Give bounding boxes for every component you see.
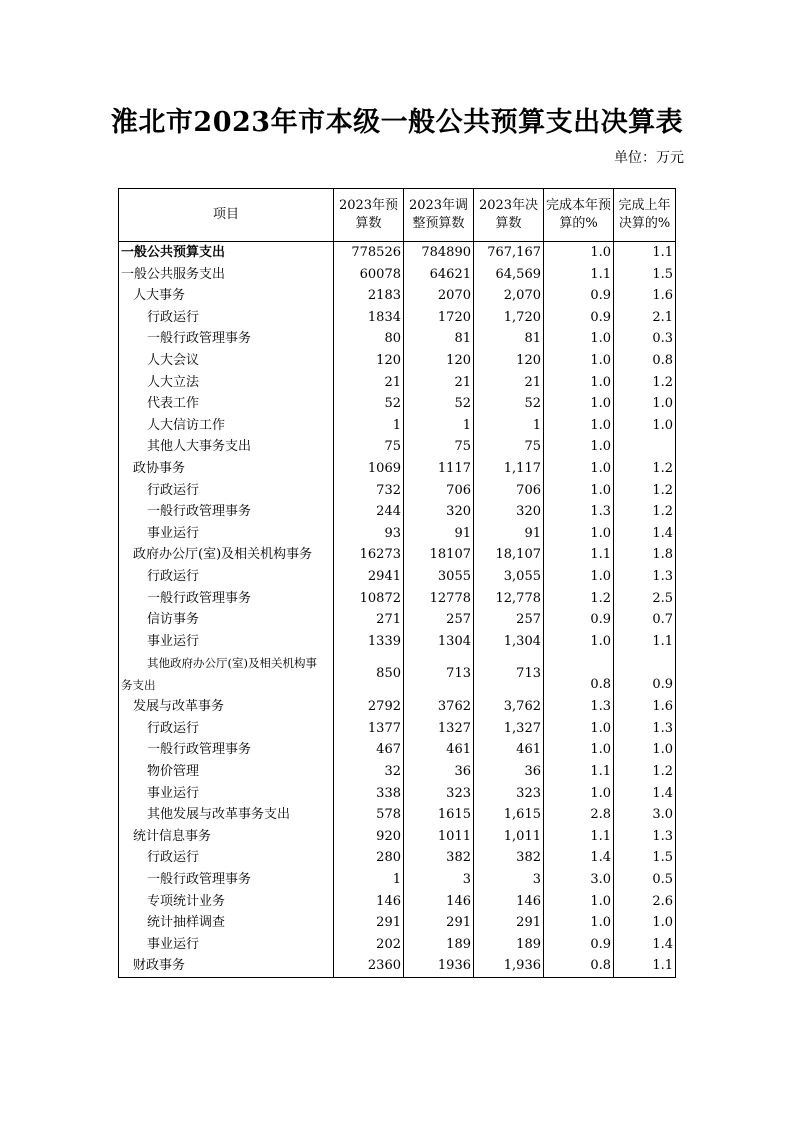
cell-pct-budget: 0.9: [544, 934, 614, 956]
cell-pct-last: 1.2: [614, 480, 676, 502]
cell-final: 1,327: [474, 718, 544, 740]
cell-adjusted: 189: [404, 934, 474, 956]
table-row: [119, 609, 676, 631]
cell-adjusted: 18107: [404, 544, 474, 566]
cell-pct-last: 1.0: [614, 912, 676, 934]
row-name: 专项统计业务: [119, 891, 334, 913]
cell-pct-budget: 1.0: [544, 912, 614, 934]
cell-adjusted: 21: [404, 372, 474, 394]
header-final: 2023年决算数: [474, 189, 544, 242]
cell-pct-budget: 1.0: [544, 242, 614, 264]
row-name: 一般行政管理事务: [119, 588, 334, 610]
cell-pct-last: 0.5: [614, 869, 676, 891]
cell-pct-budget: 1.4: [544, 847, 614, 869]
row-name: 一般行政管理事务: [119, 328, 334, 350]
budget-table: [118, 188, 676, 978]
table-row: [119, 804, 676, 826]
cell-pct-budget: 1.0: [544, 566, 614, 588]
cell-pct-last: 1.6: [614, 696, 676, 718]
table-row: [119, 264, 676, 286]
row-name: 一般行政管理事务: [119, 501, 334, 523]
cell-pct-last: 0.8: [614, 350, 676, 372]
cell-final: 1: [474, 415, 544, 437]
cell-budget: 244: [334, 501, 404, 523]
cell-final: 91: [474, 523, 544, 545]
page-title: 淮北市2023年市本级一般公共预算支出决算表: [110, 107, 684, 138]
cell-pct-last: [614, 436, 676, 458]
row-name: 行政运行: [119, 847, 334, 869]
unit-label: 单位：万元: [614, 150, 684, 166]
cell-pct-last: 1.0: [614, 415, 676, 437]
cell-final: 3,055: [474, 566, 544, 588]
cell-adjusted: 706: [404, 480, 474, 502]
row-name: 事业运行: [119, 934, 334, 956]
cell-adjusted: 64621: [404, 264, 474, 286]
cell-pct-budget: 1.0: [544, 480, 614, 502]
cell-pct-last: 1.8: [614, 544, 676, 566]
cell-pct-budget: 1.0: [544, 718, 614, 740]
table-row: [119, 739, 676, 761]
cell-adjusted: 146: [404, 891, 474, 913]
cell-budget: 80: [334, 328, 404, 350]
table-row: [119, 501, 676, 523]
cell-pct-last: 1.0: [614, 393, 676, 415]
cell-budget: 93: [334, 523, 404, 545]
cell-final: 12,778: [474, 588, 544, 610]
cell-pct-last: 1.5: [614, 264, 676, 286]
cell-pct-budget: 1.3: [544, 501, 614, 523]
header-budget: 2023年预算数: [334, 189, 404, 242]
row-name: 政协事务: [119, 458, 334, 480]
cell-budget: 280: [334, 847, 404, 869]
cell-budget: 1377: [334, 718, 404, 740]
cell-budget: 778526: [334, 242, 404, 264]
cell-pct-last: 2.6: [614, 891, 676, 913]
cell-budget: 920: [334, 826, 404, 848]
cell-final: 2,070: [474, 285, 544, 307]
cell-pct-last: 1.1: [614, 631, 676, 653]
row-name: 行政运行: [119, 718, 334, 740]
cell-pct-last: 1.3: [614, 826, 676, 848]
table-row: [119, 847, 676, 869]
cell-final: 64,569: [474, 264, 544, 286]
table-row: [119, 307, 676, 329]
table-row: [119, 934, 676, 956]
cell-pct-last: 1.6: [614, 285, 676, 307]
cell-pct-budget: 1.0: [544, 891, 614, 913]
row-name: 人大信访工作: [119, 415, 334, 437]
row-name: 其他发展与改革事务支出: [119, 804, 334, 826]
cell-final: 767,167: [474, 242, 544, 264]
row-name: 发展与改革事务: [119, 696, 334, 718]
cell-final: 1,615: [474, 804, 544, 826]
cell-adjusted: 75: [404, 436, 474, 458]
cell-final: 1,304: [474, 631, 544, 653]
cell-budget: 1: [334, 869, 404, 891]
cell-adjusted: 1936: [404, 955, 474, 977]
cell-pct-budget: 2.8: [544, 804, 614, 826]
cell-pct-last: 1.2: [614, 458, 676, 480]
cell-pct-last: 1.1: [614, 955, 676, 977]
cell-budget: 850: [334, 652, 404, 696]
cell-adjusted: 52: [404, 393, 474, 415]
cell-adjusted: 1304: [404, 631, 474, 653]
table-row: [119, 588, 676, 610]
cell-budget: 1: [334, 415, 404, 437]
cell-budget: 2792: [334, 696, 404, 718]
cell-budget: 16273: [334, 544, 404, 566]
cell-pct-last: 1.3: [614, 718, 676, 740]
cell-budget: 1339: [334, 631, 404, 653]
row-name: 一般公共服务支出: [119, 264, 334, 286]
row-name: 财政事务: [119, 955, 334, 977]
cell-pct-budget: 3.0: [544, 869, 614, 891]
cell-pct-budget: 1.0: [544, 328, 614, 350]
table-row: [119, 480, 676, 502]
cell-adjusted: 91: [404, 523, 474, 545]
cell-pct-last: 1.0: [614, 739, 676, 761]
cell-pct-last: 1.2: [614, 501, 676, 523]
table-row: [119, 350, 676, 372]
cell-pct-budget: 1.0: [544, 436, 614, 458]
cell-adjusted: 291: [404, 912, 474, 934]
cell-budget: 10872: [334, 588, 404, 610]
cell-pct-budget: 0.8: [544, 652, 614, 696]
table-row: [119, 436, 676, 458]
cell-budget: 202: [334, 934, 404, 956]
table-row: [119, 523, 676, 545]
cell-budget: 120: [334, 350, 404, 372]
cell-budget: 21: [334, 372, 404, 394]
row-name: 一般行政管理事务: [119, 739, 334, 761]
table-row: [119, 242, 676, 264]
row-name: 代表工作: [119, 393, 334, 415]
cell-final: 21: [474, 372, 544, 394]
cell-budget: 732: [334, 480, 404, 502]
cell-pct-budget: 1.0: [544, 415, 614, 437]
row-name: 行政运行: [119, 480, 334, 502]
cell-pct-budget: 1.0: [544, 372, 614, 394]
cell-adjusted: 1615: [404, 804, 474, 826]
row-name: 物价管理: [119, 761, 334, 783]
row-name: 人大立法: [119, 372, 334, 394]
cell-final: 120: [474, 350, 544, 372]
cell-final: 18,107: [474, 544, 544, 566]
cell-pct-last: 1.4: [614, 523, 676, 545]
cell-adjusted: 784890: [404, 242, 474, 264]
cell-adjusted: 323: [404, 783, 474, 805]
table-row: [119, 761, 676, 783]
cell-adjusted: 713: [404, 652, 474, 696]
cell-budget: 1069: [334, 458, 404, 480]
cell-adjusted: 3: [404, 869, 474, 891]
row-name: 行政运行: [119, 566, 334, 588]
cell-final: 81: [474, 328, 544, 350]
cell-pct-budget: 1.0: [544, 523, 614, 545]
cell-pct-last: 1.4: [614, 934, 676, 956]
cell-pct-budget: 1.1: [544, 264, 614, 286]
cell-final: 146: [474, 891, 544, 913]
cell-final: 36: [474, 761, 544, 783]
cell-final: 323: [474, 783, 544, 805]
cell-pct-budget: 1.2: [544, 588, 614, 610]
cell-adjusted: 1327: [404, 718, 474, 740]
table-row: [119, 652, 676, 696]
table-row: [119, 696, 676, 718]
table-row: [119, 393, 676, 415]
cell-budget: 271: [334, 609, 404, 631]
row-name: 人大事务: [119, 285, 334, 307]
cell-pct-last: 2.1: [614, 307, 676, 329]
cell-pct-last: 2.5: [614, 588, 676, 610]
cell-pct-budget: 0.8: [544, 955, 614, 977]
row-name: 一般行政管理事务: [119, 869, 334, 891]
table-row: [119, 891, 676, 913]
row-name: 其他人大事务支出: [119, 436, 334, 458]
cell-final: 52: [474, 393, 544, 415]
cell-adjusted: 1: [404, 415, 474, 437]
table-row: [119, 718, 676, 740]
cell-pct-last: 1.2: [614, 372, 676, 394]
cell-pct-last: 1.5: [614, 847, 676, 869]
cell-adjusted: 1011: [404, 826, 474, 848]
cell-final: 461: [474, 739, 544, 761]
cell-final: 382: [474, 847, 544, 869]
table-row: [119, 955, 676, 977]
header-pct-budget: 完成本年预算的%: [544, 189, 614, 242]
header-pct-last: 完成上年决算的%: [614, 189, 676, 242]
cell-pct-budget: 0.9: [544, 609, 614, 631]
cell-budget: 2941: [334, 566, 404, 588]
cell-adjusted: 3762: [404, 696, 474, 718]
cell-budget: 52: [334, 393, 404, 415]
header-adjusted: 2023年调整预算数: [404, 189, 474, 242]
cell-pct-budget: 1.3: [544, 696, 614, 718]
cell-budget: 2360: [334, 955, 404, 977]
cell-final: 1,011: [474, 826, 544, 848]
cell-pct-budget: 1.0: [544, 631, 614, 653]
cell-final: 3,762: [474, 696, 544, 718]
cell-budget: 75: [334, 436, 404, 458]
row-name: 统计信息事务: [119, 826, 334, 848]
cell-budget: 338: [334, 783, 404, 805]
cell-pct-last: 0.7: [614, 609, 676, 631]
cell-pct-budget: 1.0: [544, 350, 614, 372]
table-row: [119, 328, 676, 350]
row-name: 人大会议: [119, 350, 334, 372]
cell-pct-budget: 1.0: [544, 393, 614, 415]
table-row: [119, 826, 676, 848]
cell-pct-budget: 1.1: [544, 826, 614, 848]
cell-adjusted: 2070: [404, 285, 474, 307]
table-row: [119, 869, 676, 891]
cell-adjusted: 12778: [404, 588, 474, 610]
cell-pct-budget: 1.0: [544, 458, 614, 480]
cell-final: 3: [474, 869, 544, 891]
cell-pct-last: 1.4: [614, 783, 676, 805]
cell-adjusted: 1720: [404, 307, 474, 329]
table-row: [119, 783, 676, 805]
header-item: 项目: [119, 189, 334, 242]
cell-final: 1,117: [474, 458, 544, 480]
cell-pct-last: 1.3: [614, 566, 676, 588]
cell-final: 713: [474, 652, 544, 696]
cell-budget: 291: [334, 912, 404, 934]
cell-pct-last: 1.1: [614, 242, 676, 264]
cell-budget: 32: [334, 761, 404, 783]
cell-final: 706: [474, 480, 544, 502]
table-row: [119, 285, 676, 307]
cell-final: 257: [474, 609, 544, 631]
row-name: 事业运行: [119, 631, 334, 653]
row-name-line1: 其他政府办公厅(室)及相关机构事: [147, 656, 317, 671]
cell-pct-budget: 0.9: [544, 307, 614, 329]
cell-adjusted: 257: [404, 609, 474, 631]
row-name: 事业运行: [119, 783, 334, 805]
cell-pct-budget: 1.0: [544, 739, 614, 761]
cell-pct-last: 1.2: [614, 761, 676, 783]
row-name: [119, 652, 334, 696]
row-name: 信访事务: [119, 609, 334, 631]
cell-pct-last: 0.3: [614, 328, 676, 350]
table-row: [119, 458, 676, 480]
cell-final: 75: [474, 436, 544, 458]
table-row: [119, 566, 676, 588]
cell-adjusted: 120: [404, 350, 474, 372]
cell-budget: 60078: [334, 264, 404, 286]
table-row: [119, 415, 676, 437]
cell-budget: 467: [334, 739, 404, 761]
cell-adjusted: 3055: [404, 566, 474, 588]
cell-adjusted: 382: [404, 847, 474, 869]
cell-adjusted: 1117: [404, 458, 474, 480]
cell-pct-budget: 1.1: [544, 544, 614, 566]
cell-budget: 578: [334, 804, 404, 826]
row-name: 政府办公厅(室)及相关机构事务: [119, 544, 334, 566]
cell-final: 1,720: [474, 307, 544, 329]
cell-final: 1,936: [474, 955, 544, 977]
cell-pct-budget: 0.9: [544, 285, 614, 307]
cell-budget: 1834: [334, 307, 404, 329]
table-row: [119, 544, 676, 566]
row-name: 统计抽样调查: [119, 912, 334, 934]
cell-pct-last: 3.0: [614, 804, 676, 826]
table-header-row: [119, 189, 676, 242]
cell-pct-last: 0.9: [614, 652, 676, 696]
table-row: [119, 631, 676, 653]
cell-pct-budget: 1.1: [544, 761, 614, 783]
cell-budget: 2183: [334, 285, 404, 307]
row-name: 行政运行: [119, 307, 334, 329]
cell-final: 189: [474, 934, 544, 956]
cell-adjusted: 81: [404, 328, 474, 350]
cell-budget: 146: [334, 891, 404, 913]
cell-adjusted: 461: [404, 739, 474, 761]
cell-final: 291: [474, 912, 544, 934]
row-name: 一般公共预算支出: [119, 242, 334, 264]
cell-adjusted: 36: [404, 761, 474, 783]
cell-pct-budget: 1.0: [544, 783, 614, 805]
table-row: [119, 912, 676, 934]
cell-adjusted: 320: [404, 501, 474, 523]
cell-final: 320: [474, 501, 544, 523]
table-row: [119, 372, 676, 394]
row-name: 事业运行: [119, 523, 334, 545]
row-name-line2: 务支出: [121, 678, 156, 693]
